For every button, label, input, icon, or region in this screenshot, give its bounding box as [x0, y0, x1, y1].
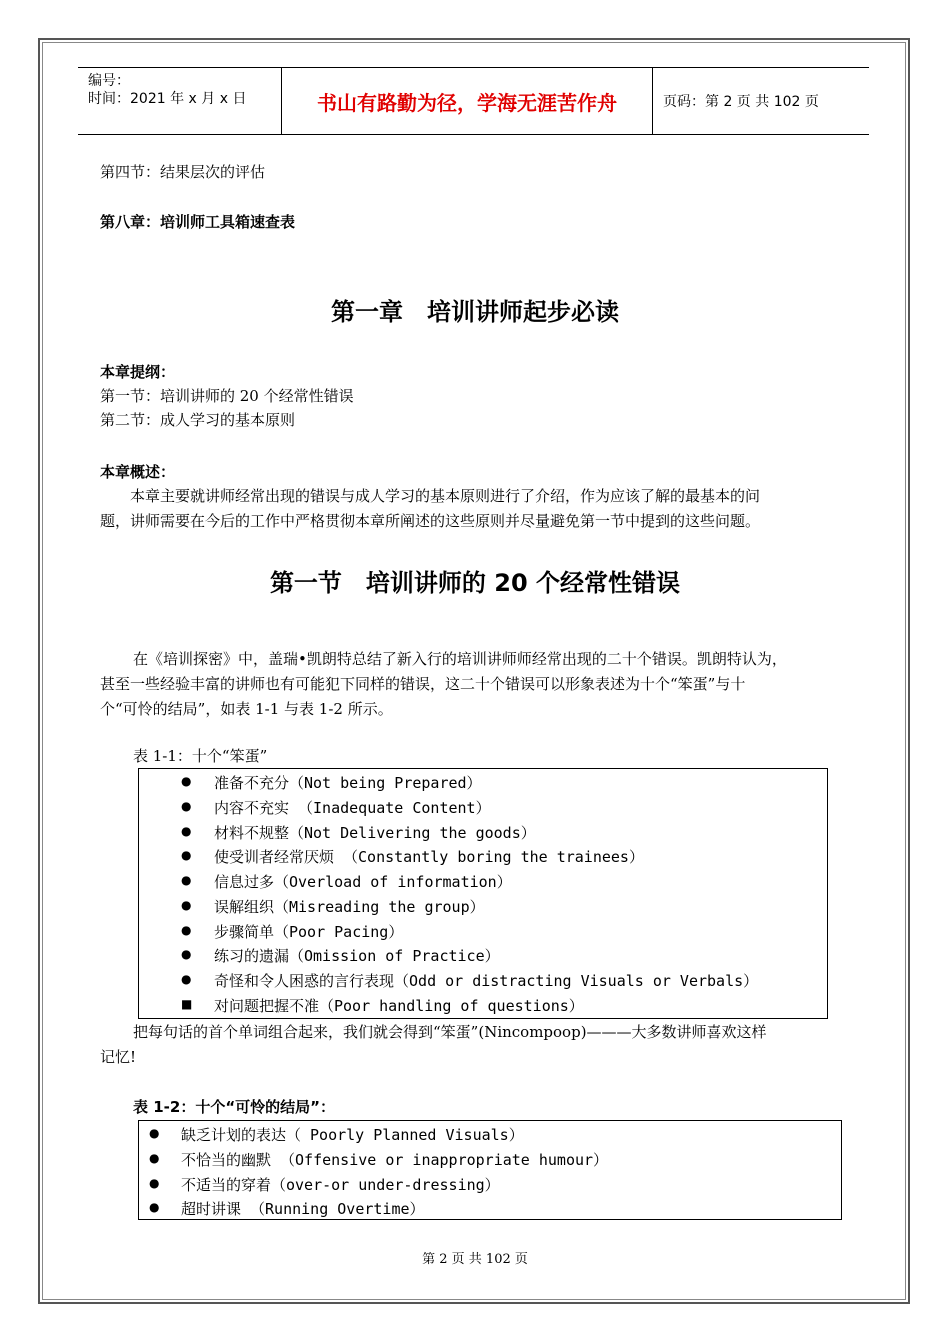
bullet-icon: ● — [181, 873, 192, 887]
bullet-icon: ● — [149, 1200, 160, 1214]
square-bullet-icon: ■ — [181, 997, 193, 1011]
bullet-icon: ● — [181, 824, 192, 838]
table1 — [138, 768, 828, 1019]
bullet-icon: ● — [149, 1151, 160, 1165]
bullet-icon: ● — [181, 923, 192, 937]
toc-item: 第四节：结果层次的评估 — [100, 163, 266, 181]
table2-item: 超时讲课 （Running Overtime） — [181, 1200, 425, 1218]
table1-item: 内容不充实 （Inadequate Content） — [214, 799, 491, 817]
intro-line: 个“可怜的结局”，如表 1-1 与表 1-2 所示。 — [100, 700, 393, 718]
header-meta — [78, 68, 281, 134]
table2-item: 不恰当的幽默 （Offensive or inappropriate humour） — [181, 1151, 609, 1169]
bullet-icon: ● — [181, 848, 192, 862]
table1-item: 材料不规整（Not Delivering the goods） — [214, 824, 536, 842]
table1-item: 练习的遗漏（Omission of Practice） — [214, 947, 500, 965]
table1-note: 把每句话的首个单词组合起来，我们就会得到“笨蛋”(Nincompoop)———大多数讲师喜欢这样 — [133, 1023, 767, 1041]
outline-item: 第一节：培训讲师的 20 个经常性错误 — [100, 387, 354, 405]
table1-item: 步骤简单（Poor Pacing） — [214, 923, 404, 941]
table1-item: 信息过多（Overload of information） — [214, 873, 512, 891]
date-label: 时间：2021 年 x 月 x 日 — [88, 91, 247, 107]
outline-label: 本章提纲： — [100, 363, 176, 381]
summary-label: 本章概述： — [100, 463, 176, 481]
section-title: 第一节 培训讲师的 20 个经常性错误 — [269, 569, 681, 597]
bullet-icon: ● — [149, 1176, 160, 1190]
table1-item: 对问题把握不准（Poor handling of questions） — [214, 997, 584, 1015]
toc-item-bold: 第八章：培训师工具箱速查表 — [100, 213, 296, 231]
chapter-title: 第一章 培训讲师起步必读 — [331, 298, 619, 326]
bullet-icon: ● — [181, 799, 192, 813]
summary-line: 题，讲师需要在今后的工作中严格贯彻本章所阐述的这些原则并尽量避免第一节中提到的这些问题。 — [100, 512, 761, 530]
bullet-icon: ● — [181, 898, 192, 912]
intro-line: 甚至一些经验丰富的讲师也有可能犯下同样的错误，这二十个错误可以形象表述为十个“笨蛋”与十 — [100, 675, 746, 693]
table1-item: 使受训者经常厌烦 （Constantly boring the trainees） — [214, 848, 644, 866]
bullet-icon: ● — [181, 972, 192, 986]
table2-item: 不适当的穿着（over-or under-dressing） — [181, 1176, 500, 1194]
page-footer: 第 2 页 共 102 页 — [422, 1252, 528, 1267]
bullet-icon: ● — [181, 774, 192, 788]
table2-caption: 表 1-2：十个“可怜的结局”： — [133, 1098, 336, 1116]
table2-item: 缺乏计划的表达（ Poorly Planned Visuals） — [181, 1126, 524, 1144]
table1-item: 奇怪和令人困惑的言行表现（Odd or distracting Visuals or Verbals） — [214, 972, 759, 990]
outline-item: 第二节：成人学习的基本原则 — [100, 411, 296, 429]
table1-note: 记忆! — [100, 1048, 137, 1066]
header-motto: 书山有路勤为径，学海无涯苦作舟 — [281, 68, 653, 134]
summary-line: 本章主要就讲师经常出现的错误与成人学习的基本原则进行了介绍，作为应该了解的最基本的问 — [130, 487, 761, 505]
page-header — [78, 67, 869, 135]
code-label: 编号： — [88, 73, 130, 89]
table1-caption: 表 1-1：十个“笨蛋” — [133, 747, 268, 765]
bullet-icon: ● — [149, 1126, 160, 1140]
table1-item: 误解组织（Misreading the group） — [214, 898, 485, 916]
table1-item: 准备不充分（Not being Prepared） — [214, 774, 482, 792]
table2 — [138, 1120, 842, 1220]
bullet-icon: ● — [181, 947, 192, 961]
intro-line: 在《培训探密》中，盖瑞•凯朗特总结了新入行的培训讲师师经常出现的二十个错误。凯朗特认为， — [133, 650, 787, 668]
header-page-info: 页码：第 2 页 共 102 页 — [663, 94, 819, 110]
